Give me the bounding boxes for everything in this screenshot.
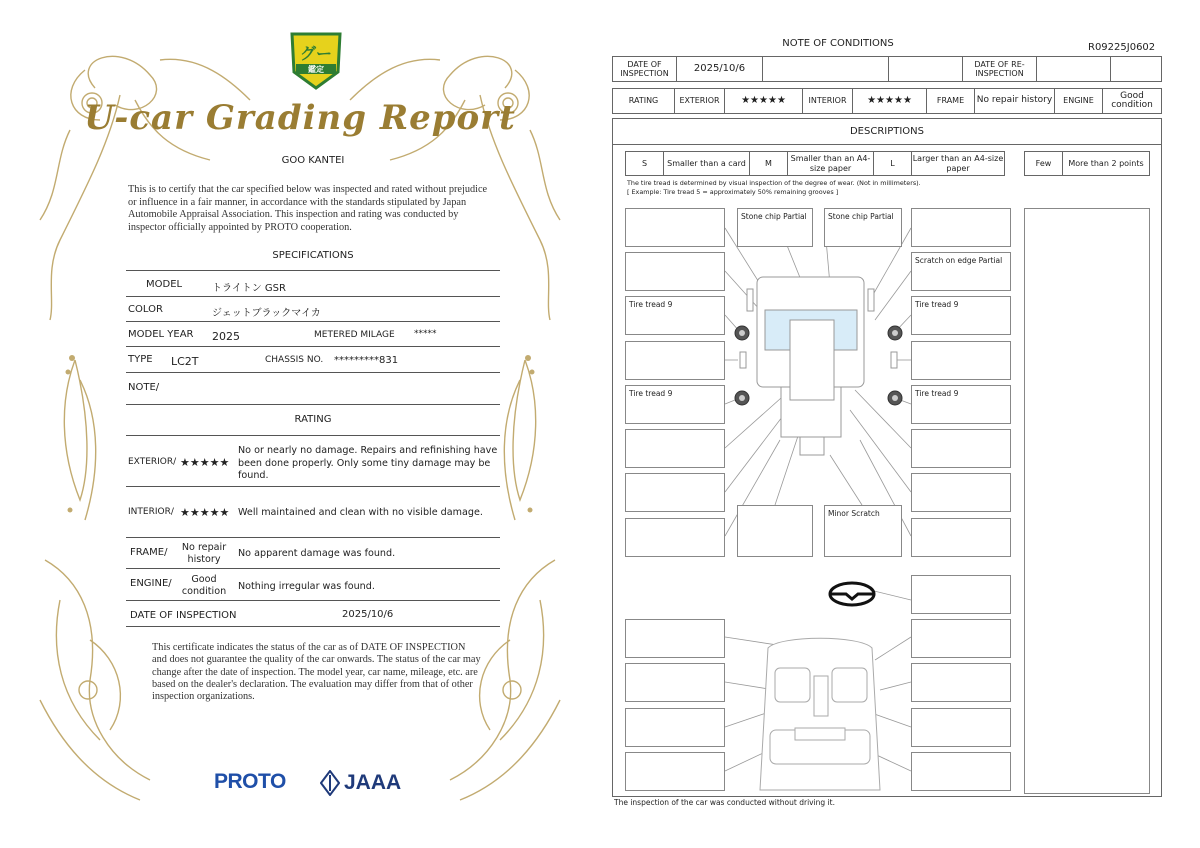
divider <box>126 321 500 322</box>
damage-box <box>625 663 725 702</box>
minor-scratch-label: Minor Scratch <box>828 509 880 518</box>
divider <box>126 537 500 538</box>
tire-fl-label: Tire tread 9 <box>629 300 673 309</box>
tire-tread-note <box>627 179 921 196</box>
legend-l: L <box>874 152 912 175</box>
engine-value: Good condition <box>181 574 227 597</box>
engine-label: ENGINE <box>1055 89 1103 113</box>
date-of-inspection-value: 2025/10/6 <box>342 609 394 620</box>
engine-description: Nothing irregular was found. <box>238 581 375 592</box>
date-of-inspection-label: DATE OF INSPECTION <box>613 57 677 81</box>
date-of-inspection-label: DATE OF INSPECTION <box>130 610 237 621</box>
color-value: ジェットブラックマイカ <box>212 308 321 319</box>
proto-logo <box>214 770 286 794</box>
interior-stars: ★★★★★ <box>180 506 230 519</box>
divider <box>126 346 500 347</box>
divider <box>126 568 500 569</box>
color-label: COLOR <box>128 304 163 315</box>
tire-tread-note-line2: [ Example: Tire tread 5 = approximately 50% remaining grooves ] <box>627 187 839 196</box>
exterior-stars: ★★★★★ <box>180 456 230 469</box>
damage-box-stone-chip-2 <box>824 208 902 247</box>
jaaa-logo-text: JAAA <box>344 771 402 794</box>
type-label: TYPE <box>128 354 153 365</box>
empty-cell <box>1111 57 1161 81</box>
report-title: U-car Grading Report <box>84 98 516 138</box>
interior-label: INTERIOR/ <box>128 507 174 517</box>
damage-box <box>625 341 725 380</box>
frame-label: FRAME <box>927 89 975 113</box>
divider <box>126 296 500 297</box>
jaaa-logo <box>320 770 401 796</box>
jaaa-emblem-icon <box>320 770 340 796</box>
damage-box <box>911 473 1011 512</box>
notes-side-box <box>1024 208 1150 794</box>
damage-box <box>911 208 1011 247</box>
frame-value: No repair history <box>181 542 227 565</box>
legend-few: Few <box>1025 152 1063 175</box>
damage-box <box>911 752 1011 791</box>
damage-box <box>625 518 725 557</box>
goo-kantei-shield-logo <box>288 30 344 92</box>
descriptions-heading: DESCRIPTIONS <box>613 119 1161 145</box>
tire-tread-note-line1: The tire tread is determined by visual inspection of the degree of wear. (Not in millimeters). <box>627 179 921 187</box>
interior-description: Well maintained and clean with no visible damage. <box>238 507 483 518</box>
legend-l-desc: Larger than an A4-size paper <box>912 153 1004 173</box>
divider <box>126 486 500 487</box>
model-year-value: 2025 <box>212 330 240 343</box>
size-legend <box>625 151 1005 176</box>
legend-m: M <box>750 152 788 175</box>
stone-chip-label-2: Stone chip Partial <box>828 212 894 221</box>
damage-box <box>911 341 1011 380</box>
damage-box <box>625 752 725 791</box>
engine-value: Good condition <box>1111 90 1153 110</box>
frame-description: No apparent damage was found. <box>238 548 396 559</box>
model-value: トライトン GSR <box>212 283 286 294</box>
damage-box-scratch-edge <box>911 252 1011 291</box>
damage-box <box>911 429 1011 468</box>
model-year-label: MODEL YEAR <box>128 329 194 340</box>
date-of-inspection-value: 2025/10/6 <box>677 57 763 81</box>
damage-box <box>911 518 1011 557</box>
damage-box-tire-rl <box>625 385 725 424</box>
specifications-heading: SPECIFICATIONS <box>272 250 354 261</box>
damage-box <box>625 252 725 291</box>
rating-row <box>612 88 1162 114</box>
damage-box <box>911 663 1011 702</box>
exterior-label: EXTERIOR <box>675 89 725 113</box>
damage-box <box>911 708 1011 747</box>
legend-s-desc: Smaller than a card <box>664 152 750 175</box>
damage-box-tire-fr <box>911 296 1011 335</box>
divider <box>126 626 500 627</box>
divider <box>126 404 500 405</box>
damage-box <box>625 708 725 747</box>
legend-few-desc: More than 2 points <box>1068 158 1144 168</box>
svg-text:鑑定: 鑑定 <box>308 65 324 74</box>
engine-label: ENGINE/ <box>130 578 172 589</box>
mileage-label: METERED MILAGE <box>314 330 395 340</box>
exterior-description: No or nearly no damage. Repairs and refinishing have been done properly. Only some tiny damage may be found. <box>238 445 498 481</box>
damage-box <box>911 619 1011 658</box>
svg-text:グー: グー <box>299 44 333 63</box>
note-of-conditions <box>600 0 1200 848</box>
damage-box-steering <box>911 575 1011 614</box>
date-of-reinspection-value <box>1037 57 1111 81</box>
tire-rl-label: Tire tread 9 <box>629 389 673 398</box>
tire-rr-label: Tire tread 9 <box>915 389 959 398</box>
model-label: MODEL <box>146 279 183 290</box>
damage-box <box>737 505 813 557</box>
few-legend <box>1024 151 1150 176</box>
damage-box-tire-fl <box>625 296 725 335</box>
rating-label: RATING <box>613 89 675 113</box>
report-code: R09225J0602 <box>1088 42 1156 53</box>
damage-box-tire-rr <box>911 385 1011 424</box>
empty-cell <box>763 57 889 81</box>
frame-label: FRAME/ <box>130 547 168 558</box>
rating-heading: RATING <box>294 414 332 425</box>
divider <box>126 435 500 436</box>
frame-value: No repair history <box>975 89 1055 113</box>
legend-s: S <box>626 152 664 175</box>
damage-box <box>625 619 725 658</box>
interior-stars: ★★★★★ <box>853 89 927 113</box>
chassis-value: *********831 <box>334 355 399 366</box>
damage-box <box>625 429 725 468</box>
report-subtitle: GOO KANTEI <box>281 155 345 166</box>
exterior-stars: ★★★★★ <box>725 89 803 113</box>
damage-box-stone-chip-1 <box>737 208 813 247</box>
damage-box <box>625 473 725 512</box>
inspection-note: The inspection of the car was conducted without driving it. <box>614 798 835 807</box>
mileage-value: ***** <box>414 329 437 339</box>
conditions-title: NOTE OF CONDITIONS <box>782 38 894 49</box>
divider <box>126 372 500 373</box>
certificate-disclaimer: This certificate indicates the status of the car as of DATE OF INSPECTION and does not guarantee the quality of the car onwards. The status of the car may change after the date of inspection. The model year, car name, mileage, etc. are based on the dealer's declaration. The evaluation may differ from that of other inspection organizations. <box>152 642 481 703</box>
certification-statement: This is to certify that the car specified below was inspected and rated without prejudice or influence in a fair manner, in accordance with the standards stipulated by Japan Automobile Appraisal Association. This inspection and rating was conducted by inspector officially appointed by PROTO cooperation. <box>128 184 488 233</box>
empty-cell <box>889 57 963 81</box>
chassis-label: CHASSIS NO. <box>265 355 324 365</box>
inspection-dates-row <box>612 56 1162 82</box>
interior-label: INTERIOR <box>803 89 853 113</box>
scratch-edge-label: Scratch on edge Partial <box>915 256 1003 265</box>
type-value: LC2T <box>171 355 199 368</box>
note-label: NOTE/ <box>128 382 160 393</box>
legend-m-desc: Smaller than an A4-size paper <box>788 152 874 175</box>
damage-box <box>625 208 725 247</box>
exterior-label: EXTERIOR/ <box>128 457 177 467</box>
divider <box>126 600 500 601</box>
damage-box-minor-scratch <box>824 505 902 557</box>
date-of-reinspection-label: DATE OF RE-INSPECTION <box>963 57 1037 81</box>
tire-fr-label: Tire tread 9 <box>915 300 959 309</box>
divider <box>126 270 500 271</box>
proto-logo-text: PROTO <box>214 770 286 793</box>
stone-chip-label-1: Stone chip Partial <box>741 212 807 221</box>
